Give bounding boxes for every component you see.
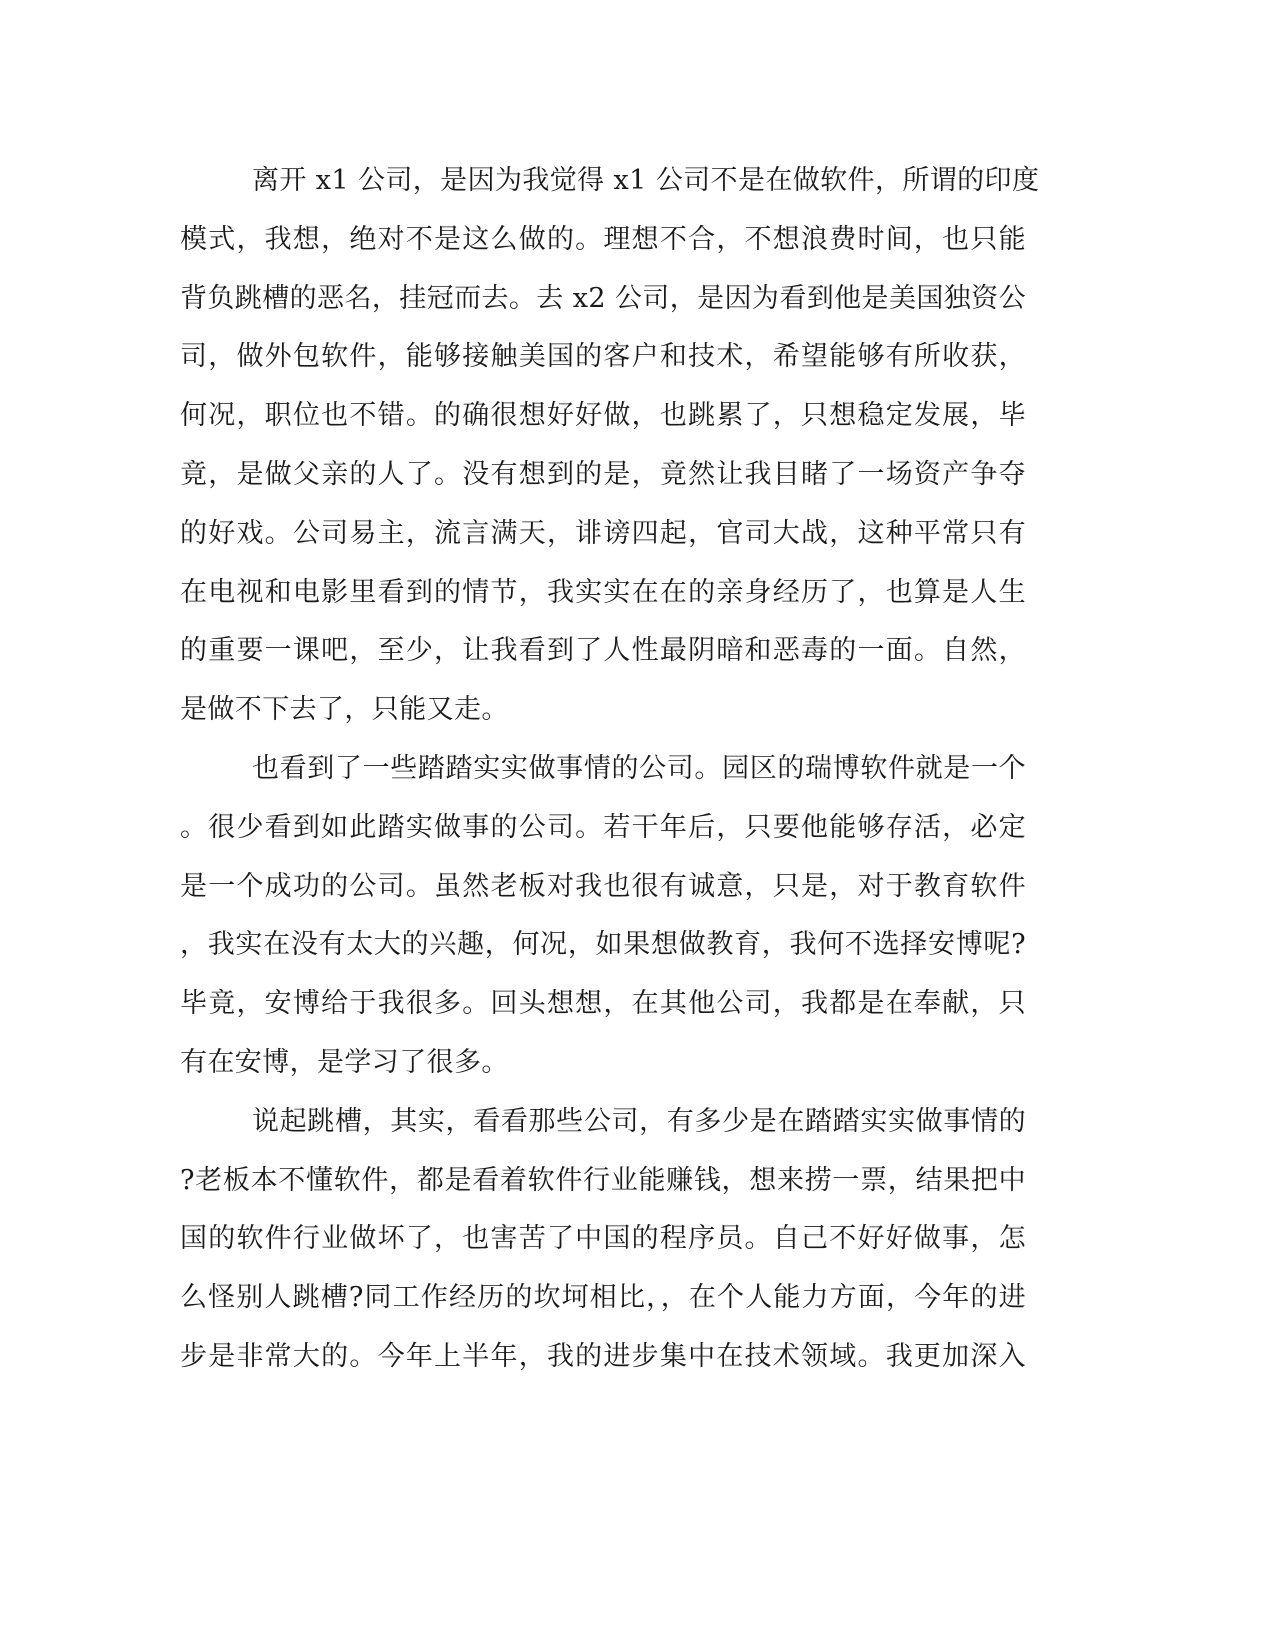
text-line: 的重要一课吧，至少，让我看到了人性最阴暗和恶毒的一面。自然， <box>180 635 1026 667</box>
text-line: 么怪别人跳槽?同工作经历的坎坷相比，，在个人能力方面，今年的进 <box>180 1282 1026 1314</box>
body-text <box>180 152 1040 1387</box>
text-line: 国的软件行业做坏了，也害苦了中国的程序员。自己不好好做事，怎 <box>180 1223 1026 1255</box>
text-line: 是一个成功的公司。虽然老板对我也很有诚意，只是，对于教育软件 <box>180 870 1026 902</box>
text-line: 是做不下去了，只能又走。 <box>180 694 509 726</box>
text-line: 的好戏。公司易主，流言满天，诽谤四起，官司大战，这种平常只有 <box>180 517 1026 549</box>
text-line: 毕竟，安博给于我很多。回头想想，在其他公司，我都是在奉献，只 <box>180 988 1026 1020</box>
paragraph-3 <box>180 1093 1026 1387</box>
text-line: ，我实在没有太大的兴趣，何况，如果想做教育，我何不选择安博呢? <box>180 929 1026 961</box>
text-line: 步是非常大的。今年上半年，我的进步集中在技术领域。我更加深入 <box>180 1340 1026 1372</box>
paragraph-2 <box>180 740 1026 1093</box>
text-line: 有在安博，是学习了很多。 <box>180 1046 509 1078</box>
text-line: 何况，职位也不错。的确很想好好做，也跳累了，只想稳定发展，毕 <box>180 400 1026 432</box>
text-line: 。很少看到如此踏实做事的公司。若干年后，只要他能够存活，必定 <box>180 811 1026 843</box>
text-line: 背负跳槽的恶名，挂冠而去。去 x2 公司，是因为看到他是美国独资公 <box>180 282 1026 314</box>
text-line: 也看到了一些踏踏实实做事情的公司。园区的瑞博软件就是一个 <box>252 752 1026 784</box>
text-line: 在电视和电影里看到的情节，我实实在在的亲身经历了，也算是人生 <box>180 576 1026 608</box>
paragraph-1 <box>180 152 1040 740</box>
text-line: 说起跳槽，其实，看看那些公司，有多少是在踏踏实实做事情的 <box>252 1105 1026 1137</box>
text-line: 离开 x1 公司，是因为我觉得 x1 公司不是在做软件，所谓的印度 <box>252 165 1040 196</box>
text-line: 模式，我想，绝对不是这么做的。理想不合，不想浪费时间，也只能 <box>180 223 1026 255</box>
text-line: ?老板本不懂软件，都是看着软件行业能赚钱，想来捞一票，结果把中 <box>180 1164 1026 1196</box>
text-line: 竟，是做父亲的人了。没有想到的是，竟然让我目睹了一场资产争夺 <box>180 458 1026 490</box>
text-line: 司，做外包软件，能够接触美国的客户和技术，希望能够有所收获， <box>180 341 1026 373</box>
